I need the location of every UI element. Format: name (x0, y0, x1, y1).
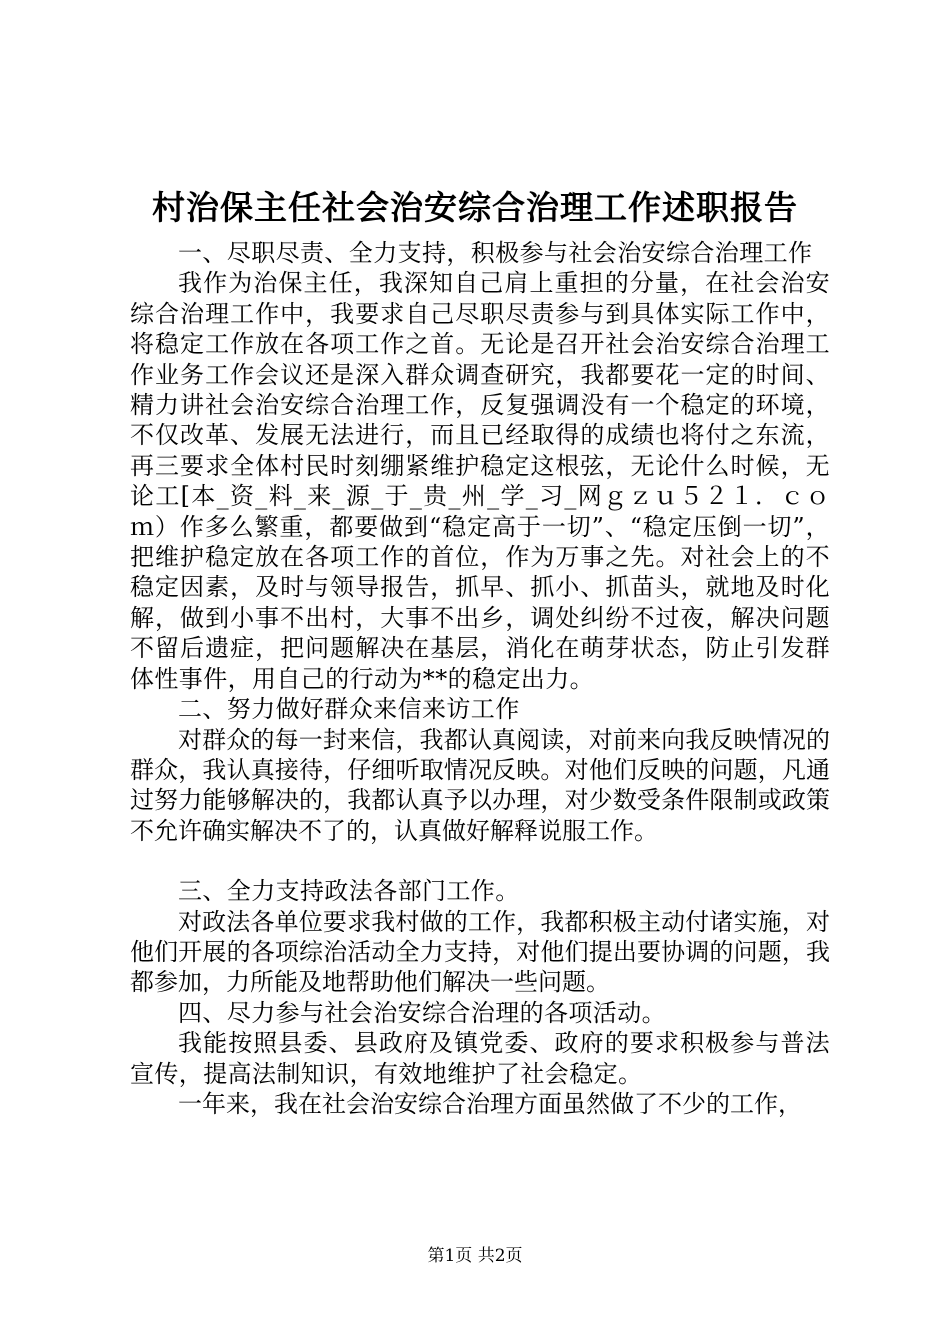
page-number-footer: 第1页 共2页 (427, 1246, 523, 1266)
section-heading-2: 二、努力做好群众来信来访工作 (178, 695, 520, 724)
section-heading-1: 一、尽职尽责、全力支持，积极参与社会治安综合治理工作 (178, 239, 813, 267)
paragraph-gap (130, 846, 830, 876)
paragraph-2: 对群众的每一封来信，我都认真阅读，对前来向我反映情况的群众，我认真接待，仔细听取情况反映。对他们反映的问题，凡通过努力能够解决的，我都认真予以办理，对少数受条件限制或政策不允许确实解决不了的，认真做好解释说服工作。 (130, 725, 830, 845)
paragraph-1: 我作为治保主任，我深知自己肩上重担的分量，在社会治安综合治理工作中，我要求自己尽职尽责参与到具体实际工作中，将稳定工作放在各项工作之首。无论是召开社会治安综合治理工作业务工作会议还是深入群众调查研究，我都要花一定的时间、精力讲社会治安综合治理工作，反复强调没有一个稳定的环境，不仅改革、发展无法进行，而且已经取得的成绩也将付之东流，再三要求全体村民时刻绷紧维护稳定这根弦，无论什么时候，无论工[本_资_料_来_源_于_贵_州_学_习_网ｇｚｕ５２１．ｃｏｍ）作多么繁重，都要做到“稳定高于一切”、“稳定压倒一切”，把维护稳定放在各项工作的首位，作为万事之先。对社会上的不稳定因素，及时与领导报告，抓早、抓小、抓苗头，就地及时化解，做到小事不出村，大事不出乡，调处纠纷不过夜，解决问题不留后遗症，把问题解决在基层，消化在萌芽状态，防止引发群体性事件，用自己的行动为**的稳定出力。 (130, 269, 830, 693)
paragraph-3: 对政法各单位要求我村做的工作，我都积极主动付诸实施，对他们开展的各项综治活动全力支持，对他们提出要协调的问题，我都参加，力所能及地帮助他们解决一些问题。 (130, 907, 830, 997)
document-body (130, 238, 830, 1119)
section-heading-4: 四、尽力参与社会治安综合治理的各项活动。 (178, 998, 666, 1027)
paragraph-5: 一年来，我在社会治安综合治理方面虽然做了不少的工作， (178, 1089, 802, 1118)
section-heading-3: 三、全力支持政法各部门工作。 (178, 877, 520, 906)
paragraph-4: 我能按照县委、县政府及镇党委、政府的要求积极参与普法宣传，提高法制知识，有效地维护了社会稳定。 (130, 1029, 830, 1088)
document-title: 村治保主任社会治安综合治理工作述职报告 (152, 188, 798, 227)
